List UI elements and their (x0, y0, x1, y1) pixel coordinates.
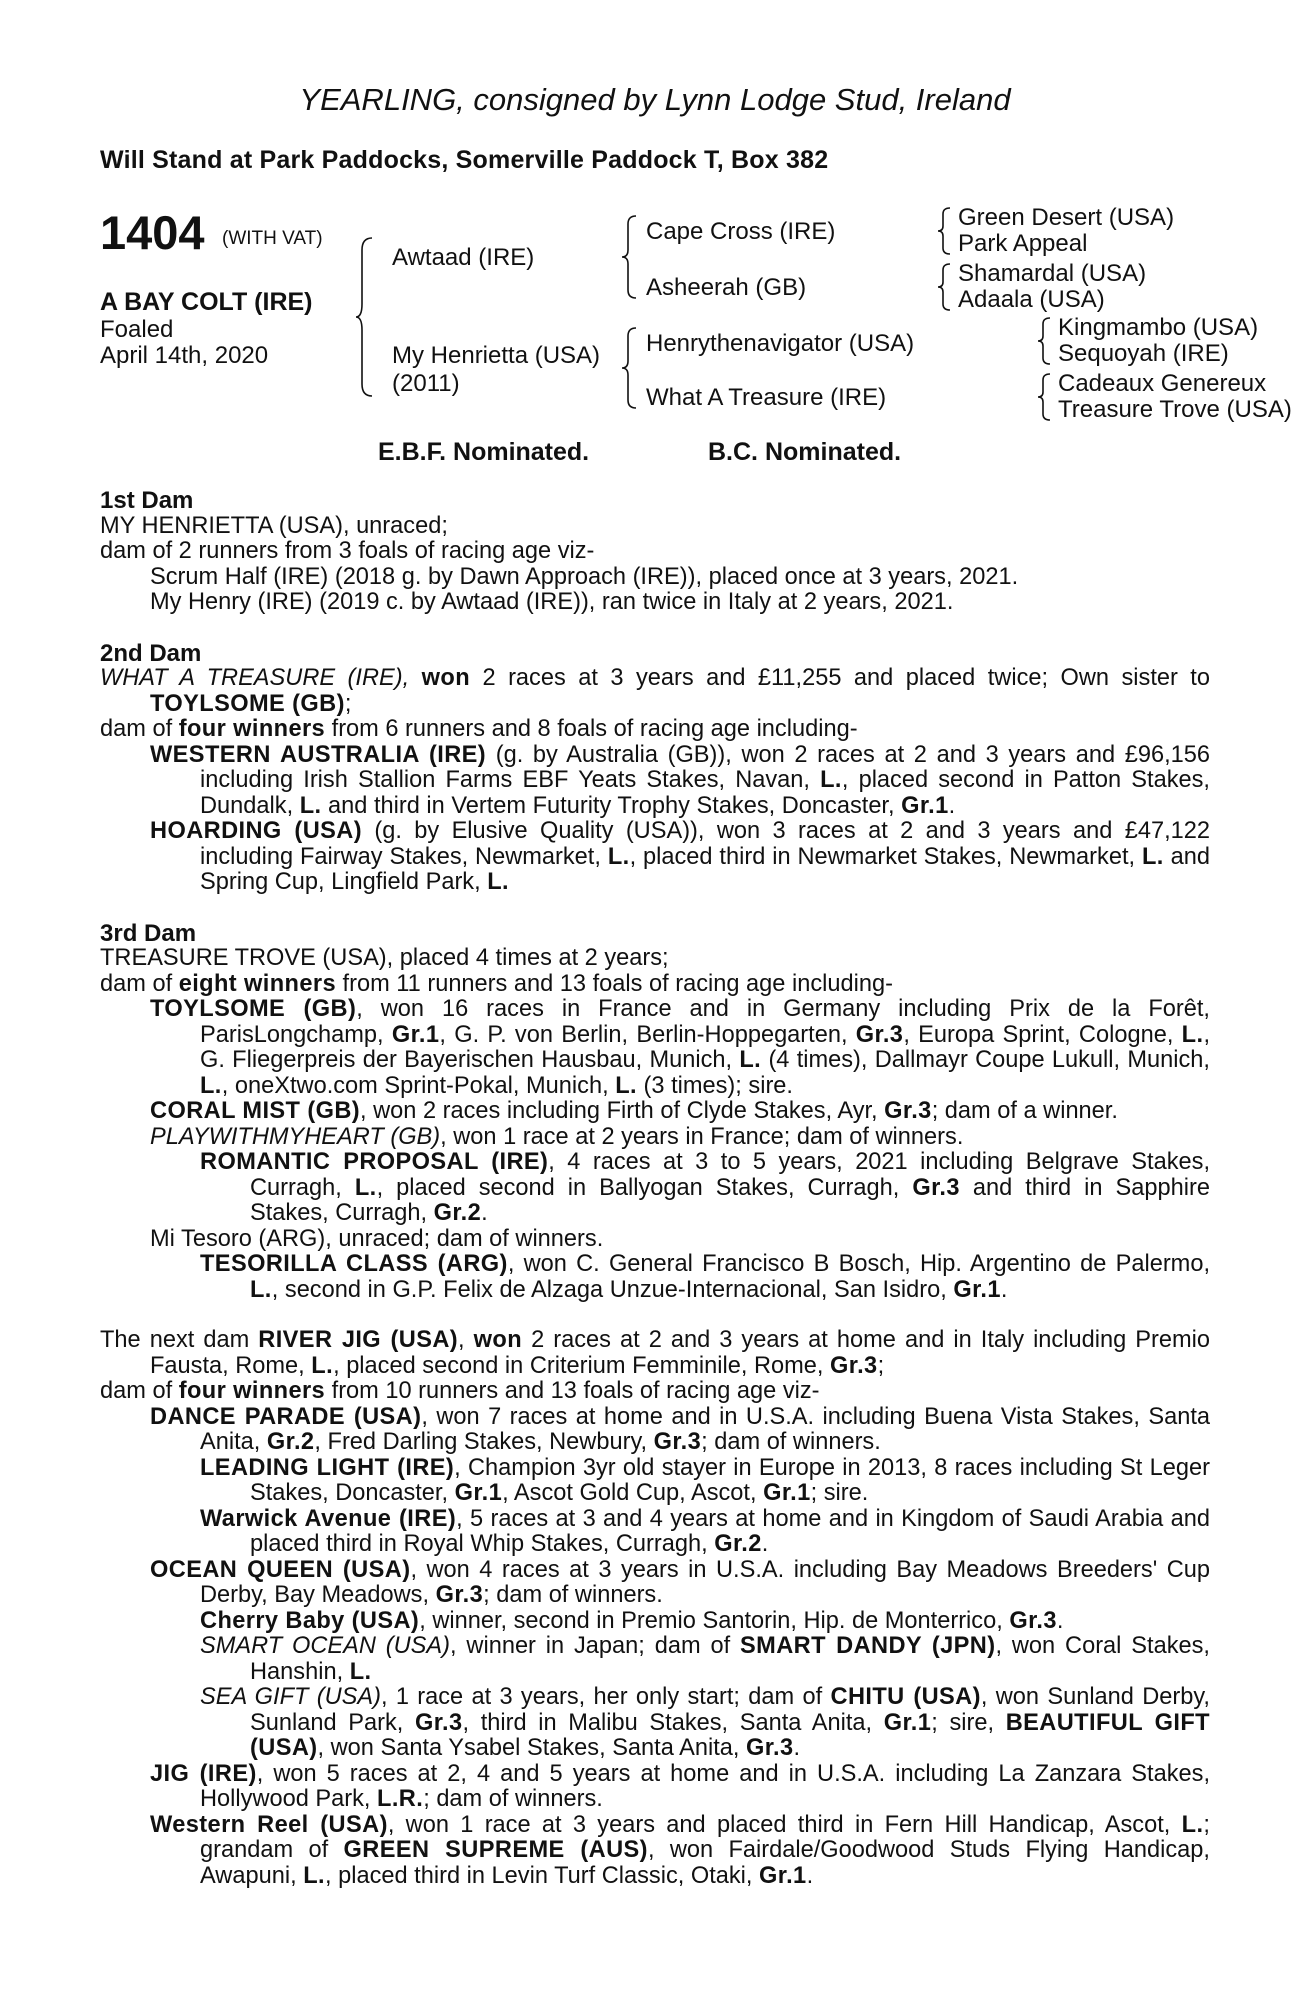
pedigree-notes (100, 488, 1210, 1889)
pedigree-brace-ds (1038, 316, 1054, 366)
stand-location: Will Stand at Park Paddocks, Somerville Paddock T, Box 382 (100, 146, 829, 174)
vat-note: (WITH VAT) (222, 228, 323, 249)
ped-sds: Shamardal (USA) (958, 260, 1147, 287)
produce-entry: OCEAN QUEEN (USA), won 4 races at 3 years in U.S.A. including Bay Meadows Breeders' Cup Derby, Bay Meadows, Gr.3; dam of winners. (150, 1556, 1211, 1608)
pedigree-brace-dd (1038, 372, 1054, 422)
pedigree-brace-dam (622, 326, 640, 410)
ebf-nomination: E.B.F. Nominated. (378, 438, 590, 466)
bc-nomination: B.C. Nominated. (708, 438, 902, 466)
produce-entry: Cherry Baby (USA), winner, second in Premio Santorin, Hip. de Monterrico, Gr.3. (200, 1607, 1064, 1634)
ped-ds: Henrythenavigator (USA) (646, 330, 915, 357)
produce-entry: LEADING LIGHT (IRE), Champion 3yr old stayer in Europe in 2013, 8 races including St Leger Stakes, Doncaster, Gr.1, Ascot Gold Cup, Ascot, Gr.1; sire. (200, 1454, 1210, 1506)
third-dam-line: TREASURE TROVE (USA), placed 4 times at 2 years; (100, 945, 669, 971)
second-dam-heading: 2nd Dam (100, 639, 202, 667)
ped-sss: Green Desert (USA) (958, 204, 1175, 231)
pedigree-brace-ss (938, 206, 954, 256)
first-dam-produce: dam of 2 runners from 3 foals of racing age viz- (100, 538, 595, 564)
produce-entry: PLAYWITHMYHEART (GB), won 1 race at 2 years in France; dam of winners. (150, 1123, 964, 1150)
ped-dd: What A Treasure (IRE) (646, 384, 887, 411)
ped-sdd: Adaala (USA) (958, 286, 1105, 313)
produce-entry: TESORILLA CLASS (ARG), won C. General Francisco B Bosch, Hip. Argentino de Palermo, L., second in G.P. Felix de Alzaga Unzue-Internacional, San Isidro, Gr.1. (200, 1251, 1211, 1303)
foal-entry: My Henry (IRE) (2019 c. by Awtaad (IRE)), ran twice in Italy at 2 years, 2021. (150, 589, 954, 615)
foaled-date: April 14th, 2020 (100, 342, 269, 369)
produce-entry: SMART OCEAN (USA), winner in Japan; dam of SMART DANDY (JPN), won Coral Stakes, Hanshin, L. (200, 1633, 1210, 1685)
produce-entry: Mi Tesoro (ARG), unraced; dam of winners. (150, 1225, 604, 1252)
ped-ss: Cape Cross (IRE) (646, 218, 836, 245)
first-dam-line: MY HENRIETTA (USA), unraced; (100, 512, 448, 539)
ped-ssd: Park Appeal (958, 230, 1088, 257)
ped-ddd: Treasure Trove (USA) (1058, 396, 1292, 423)
lot-description: A BAY COLT (IRE) (100, 288, 313, 316)
ped-dds: Cadeaux Genereux (1058, 370, 1267, 397)
produce-entry: DANCE PARADE (USA), won 7 races at home and in U.S.A. including Buena Vista Stakes, Santa Anita, Gr.2, Fred Darling Stakes, Newbury, Gr.3; dam of winners. (150, 1403, 1210, 1455)
second-dam-entry: WHAT A TREASURE (IRE), won 2 races at 3 years and £11,255 and placed twice; Own sister to TOYLSOME (GB); (100, 665, 1210, 717)
pedigree-brace-sire (622, 214, 640, 300)
pedigree-brace-sd (938, 262, 954, 312)
produce-entry: Warwick Avenue (IRE), 5 races at 3 and 4 years at home and in Kingdom of Saudi Arabia and placed third in Royal Whip Stakes, Curragh, Gr.2. (200, 1505, 1211, 1557)
ped-sire: Awtaad (IRE) (392, 244, 535, 271)
pedigree-brace-main (356, 236, 376, 398)
produce-entry: Western Reel (USA), won 1 race at 3 years and placed third in Fern Hill Handicap, Ascot, L.; grandam of GREEN SUPREME (AUS), won Fairdale/Goodwood Studs Flying Handicap, Awapuni, L., placed third in Levin Turf Classic, Otaki, Gr.1. (150, 1811, 1210, 1889)
produce-entry: SEA GIFT (USA), 1 race at 3 years, her only start; dam of CHITU (USA), won Sunland Derby, Sunland Park, Gr.3, third in Malibu Stakes, Santa Anita, Gr.1; sire, BEAUTIFUL GIFT (USA), won Santa Ysabel Stakes, Santa Anita, Gr.3. (200, 1684, 1210, 1761)
ped-dsd: Sequoyah (IRE) (1058, 340, 1229, 367)
next-dam-produce: dam of four winners from 10 runners and 13 foals of racing age viz- (100, 1378, 820, 1404)
produce-entry: ROMANTIC PROPOSAL (IRE), 4 races at 3 to 5 years, 2021 including Belgrave Stakes, Curragh, L., placed second in Ballyogan Stakes, Curragh, Gr.3 and third in Sapphire Stakes, Curragh, Gr.2. (200, 1149, 1210, 1226)
second-dam-produce: dam of four winners from 6 runners and 8 foals of racing age including- (100, 716, 858, 742)
ped-dam-year: (2011) (392, 370, 460, 397)
ped-dam: My Henrietta (USA) (392, 342, 601, 369)
first-dam-heading: 1st Dam (100, 487, 194, 514)
ped-dss: Kingmambo (USA) (1058, 314, 1259, 341)
foaled-label: Foaled (100, 316, 174, 343)
produce-entry: JIG (IRE), won 5 races at 2, 4 and 5 years at home and in U.S.A. including La Zanzara Stakes, Hollywood Park, L.R.; dam of winners. (150, 1760, 1210, 1812)
ped-sd: Asheerah (GB) (646, 274, 807, 301)
produce-entry: CORAL MIST (GB), won 2 races including Firth of Clyde Stakes, Ayr, Gr.3; dam of a winner. (150, 1098, 1118, 1124)
next-dam-entry: The next dam RIVER JIG (USA), won 2 races at 2 and 3 years at home and in Italy including Premio Fausta, Rome, L., placed second in Criterium Femminile, Rome, Gr.3; (100, 1327, 1210, 1379)
produce-entry: TOYLSOME (GB), won 16 races in France and in Germany including Prix de la Forêt, ParisLongchamp, Gr.1, G. P. von Berlin, Berlin-Hoppegarten, Gr.3, Europa Sprint, Cologne, L., G. Fliegerpreis der Bayerischen Hausbau, Munich, L. (4 times), Dallmayr Coupe Lukull, Munich, L., oneXtwo.com Sprint-Pokal, Munich, L. (3 times); sire. (150, 996, 1210, 1099)
lot-number: 1404 (100, 206, 205, 259)
third-dam-produce: dam of eight winners from 11 runners and 13 foals of racing age including- (100, 970, 893, 997)
produce-entry: HOARDING (USA) (g. by Elusive Quality (USA)), won 3 races at 2 and 3 years and £47,122 including Fairway Stakes, Newmarket, L., placed third in Newmarket Stakes, Newmarket, L. and Spring Cup, Lingfield Park, L. (150, 818, 1211, 895)
consignment-line: YEARLING, consigned by Lynn Lodge Stud, Ireland (299, 82, 1011, 117)
produce-entry: WESTERN AUSTRALIA (IRE) (g. by Australia (GB)), won 2 races at 2 and 3 years and £96,156 including Irish Stallion Farms EBF Yeats Stakes, Navan, L., placed second in Patton Stakes, Dundalk, L. and third in Vertem Futurity Trophy Stakes, Doncaster, Gr.1. (150, 741, 1210, 819)
foal-entry: Scrum Half (IRE) (2018 g. by Dawn Approach (IRE)), placed once at 3 years, 2021. (150, 563, 1019, 590)
third-dam-heading: 3rd Dam (100, 919, 197, 947)
